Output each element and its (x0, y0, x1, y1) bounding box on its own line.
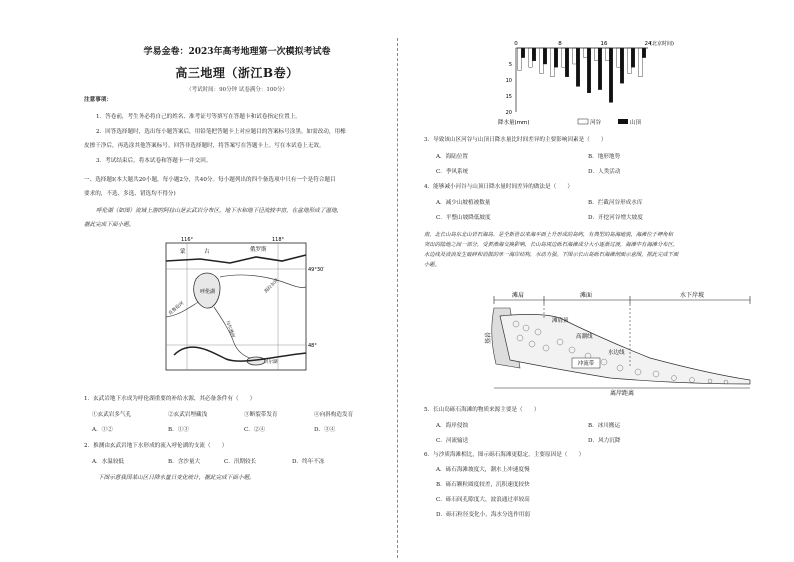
lat-label-1: 49°30′ (308, 267, 325, 273)
q2-option-b[interactable]: B．含沙量大 (168, 459, 201, 465)
q1-option-d[interactable]: D．③④ (314, 427, 336, 433)
legend-valley-label: 河谷 (590, 120, 602, 126)
exam-source: 学易金卷：2023年高考地理第一次模拟考试卷 (143, 47, 331, 57)
river-label-2: 乌尔逊河 (224, 319, 235, 339)
lon-label-2: 118° (271, 237, 285, 243)
q6-option-a[interactable]: A．砾石海滩坡度大，潮水上冲速度慢 (436, 467, 530, 473)
zone-label-face: 滩面 (579, 292, 593, 299)
q1-choice-2: ②玄武岩埋藏浅 (168, 412, 208, 418)
q3-option-c[interactable]: C．季风系统 (436, 169, 469, 175)
q5-option-c[interactable]: C．河流输送 (436, 438, 469, 444)
label-swash-zone: 冲流带 (577, 361, 595, 367)
legend-summit-label: 山顶 (630, 120, 642, 126)
q3-option-b[interactable]: B．地形地势 (588, 154, 621, 160)
passage-line-3: 水边线及波浪发生破碎和消散的单一海岸结构，水动力强。下图示长山岛砾石海滩剖面示意图。据此完成下面 (424, 252, 679, 258)
passage (424, 230, 764, 270)
bar-valley-10 (573, 48, 577, 64)
q2-option-c[interactable]: C．汛期较长 (224, 459, 257, 465)
bar-valley-16 (606, 48, 610, 61)
q1-option-b[interactable]: B．①③ (168, 427, 189, 433)
bar-summit-10 (576, 48, 580, 86)
passage-line-2: 突出的陆地之间一部分，受黄渤海交换影响，长山岛周边砾石海滩成分大小逐渐过渡，海滩中有海滩分布区， (424, 242, 679, 248)
lake-label-beier: 贝尔湖 (264, 360, 278, 365)
section1-heading: 一、选择题Ⅰ(本大题共20小题，每小题2分，共40分。每小题列出的四个备选项中只有一个是符合题目 (84, 177, 336, 183)
note-2b: 皮擦干净后，再选涂其他答案标号。回答非选择题时，将答案写在答题卡上。写在本试卷上无效。 (84, 143, 325, 149)
y-tick-10: 10 (505, 78, 512, 84)
country-label-3: 俄罗斯 (250, 247, 267, 253)
section1-intro-2: 据此完成下面小题。 (84, 222, 135, 228)
bar-valley-18 (617, 48, 621, 67)
q4-option-b[interactable]: B．拦截河谷形成水库 (588, 200, 643, 206)
q5-option-d[interactable]: D．风力沉降 (588, 438, 621, 444)
bar-valley-14 (595, 48, 599, 61)
q1-choice-4: ④向斜构造发育 (314, 412, 354, 418)
bar-valley-0 (518, 48, 522, 70)
passage-line-4: 小题。 (424, 262, 440, 268)
notes-heading: 注意事项： (84, 97, 112, 103)
bar-summit-18 (620, 48, 624, 83)
q6-option-b[interactable]: B．砾石颗粒圆度较差，沉积速度较快 (436, 482, 530, 488)
bedrock-label: 基岩 (485, 331, 492, 344)
x-tick-0: 0 (514, 41, 518, 47)
zone-label-slope: 水下岸坡 (679, 292, 705, 299)
q5-stem: 5．长山岛砾石海滩的物质来源主要是（ ） (424, 407, 540, 413)
q6-option-c[interactable]: C．砾石间孔隙度大，波浪通过率较高 (436, 497, 530, 503)
note-3: 3．考试结束后，将本试卷和答题卡一并交回。 (96, 158, 212, 164)
bar-summit-0 (521, 48, 525, 58)
bar-valley-6 (551, 48, 555, 77)
q3-option-d[interactable]: D．人类活动 (588, 169, 621, 175)
column-divider (397, 38, 398, 558)
country-label-1: 蒙 (180, 249, 186, 255)
bar-valley-22 (639, 48, 643, 77)
q4-option-d[interactable]: D．开挖河谷增大坡度 (588, 215, 643, 221)
q4-option-a[interactable]: A．减少山坡植被数量 (436, 200, 491, 206)
q1-option-c[interactable]: C．②④ (244, 427, 266, 433)
section1-intro-1: 呼伦湖（如图）流域上游的阿拉山是玄武岩分布区，地下水和地下径流较丰富，在盆地形成了湿地， (96, 208, 343, 214)
q1-option-a[interactable]: A．①② (92, 427, 113, 433)
x-tick-8: 8 (558, 41, 562, 47)
lake-label-hulun: 呼伦湖 (200, 289, 216, 295)
note-1: 1．答卷前，考生务必将自己的姓名、准考证号等填写在答题卡和试卷指定位置上。 (96, 114, 301, 120)
section1-heading-2: 要求的，不选、多选、错选均不得分) (84, 191, 176, 197)
precipitation-chart (492, 38, 702, 128)
q6-option-d[interactable]: D．砾石粒径变化小，海水分选作用弱 (436, 512, 530, 518)
lon-label-1: 116° (180, 237, 194, 243)
bar-summit-20 (631, 48, 635, 67)
x-unit: (北京时间) (650, 41, 674, 47)
river-label-3: 海拉尔河 (263, 278, 281, 295)
next-intro: 下图示意我国某山区日降水量日变化统计，据此完成下面小题。 (98, 475, 255, 481)
bar-summit-22 (642, 48, 646, 58)
bar-summit-4 (543, 48, 547, 64)
y-tick-5: 5 (508, 62, 512, 68)
label-water-line: 水边线 (608, 350, 625, 356)
bar-valley-12 (584, 48, 588, 58)
bar-summit-12 (587, 48, 591, 93)
river-label-1: 克鲁伦河 (168, 301, 186, 317)
note-2a: 2．回答选择题时，选出每小题答案后，用铅笔把答题卡上对应题目的答案标号涂黑。如需改动，用橡 (96, 129, 346, 135)
left-column (84, 38, 390, 93)
y-tick-20: 20 (505, 110, 512, 116)
gravel-beach-body (500, 314, 750, 384)
q5-option-a[interactable]: A．海岸侵蚀 (436, 423, 469, 429)
legend-summit-swatch (618, 119, 628, 124)
q4-option-c[interactable]: C．平整山坡降低坡度 (436, 215, 491, 221)
bar-summit-2 (532, 48, 536, 61)
q3-option-a[interactable]: A．海陆位置 (436, 154, 469, 160)
bar-valley-8 (562, 48, 566, 67)
q3-stem: 3．导致该山区河谷与山顶日降水量比时间差异的主要影响因素是（ ） (424, 137, 607, 143)
label-distance: 离岸距离 (609, 390, 635, 397)
y-axis-label: 降水量(mm) (498, 120, 530, 126)
x-tick-16: 16 (600, 41, 608, 47)
q4-stem: 4．能够减小河谷与山顶日降水量时间差异的做法是（ ） (424, 184, 573, 190)
bars-layer (518, 48, 646, 102)
q2-stem: 2．推测由玄武岩地下水形成的流入呼伦湖的支流（ ） (84, 443, 228, 449)
q1-choice-1: ①玄武岩多气孔 (92, 412, 132, 418)
x-tick-24: 24 (644, 41, 652, 47)
exam-meta: （考试时间：90分钟 试卷满分：100分） (186, 87, 288, 93)
exam-title: 高三地理（浙江B卷） (175, 66, 299, 80)
country-label-2: 古 (204, 249, 210, 255)
q1-choice-3: ③断裂带发育 (244, 412, 278, 418)
q6-stem: 6．与沙质海滩相比，图示砾石海滩更稳定，主要原因是（ ） (424, 452, 585, 458)
lat-label-2: 48° (308, 343, 317, 349)
bar-summit-16 (609, 48, 613, 102)
passage-line-1: 南，北长山岛东北山岩石海岛、是全新世以来海平面上升形成的岛屿，有典型的岛海地貌，海滩位于岬角和 (424, 232, 673, 238)
label-high-tide-line: 高潮线 (576, 334, 593, 340)
bar-summit-8 (565, 48, 569, 77)
zone-label-berm: 滩肩 (511, 292, 525, 299)
y-tick-15: 15 (505, 94, 512, 100)
legend-valley-swatch (578, 119, 588, 124)
bar-valley-20 (628, 48, 632, 74)
beach-profile-diagram (480, 288, 770, 396)
bar-valley-4 (540, 48, 544, 74)
bar-summit-14 (598, 48, 602, 90)
q1-stem: 1．玄武岩地下水成为呼伦湖重要的补给水源，其必备条件有（ ） (84, 396, 256, 402)
bar-valley-2 (529, 48, 533, 67)
q5-option-b[interactable]: B．冰川搬运 (588, 423, 621, 429)
hulun-lake-map (160, 235, 325, 375)
label-berm-crest: 滩肩顶 (552, 318, 569, 324)
q2-option-a[interactable]: A．水温较低 (92, 459, 125, 465)
bar-summit-6 (554, 48, 558, 67)
q2-option-d[interactable]: D．终年不冻 (292, 459, 325, 465)
